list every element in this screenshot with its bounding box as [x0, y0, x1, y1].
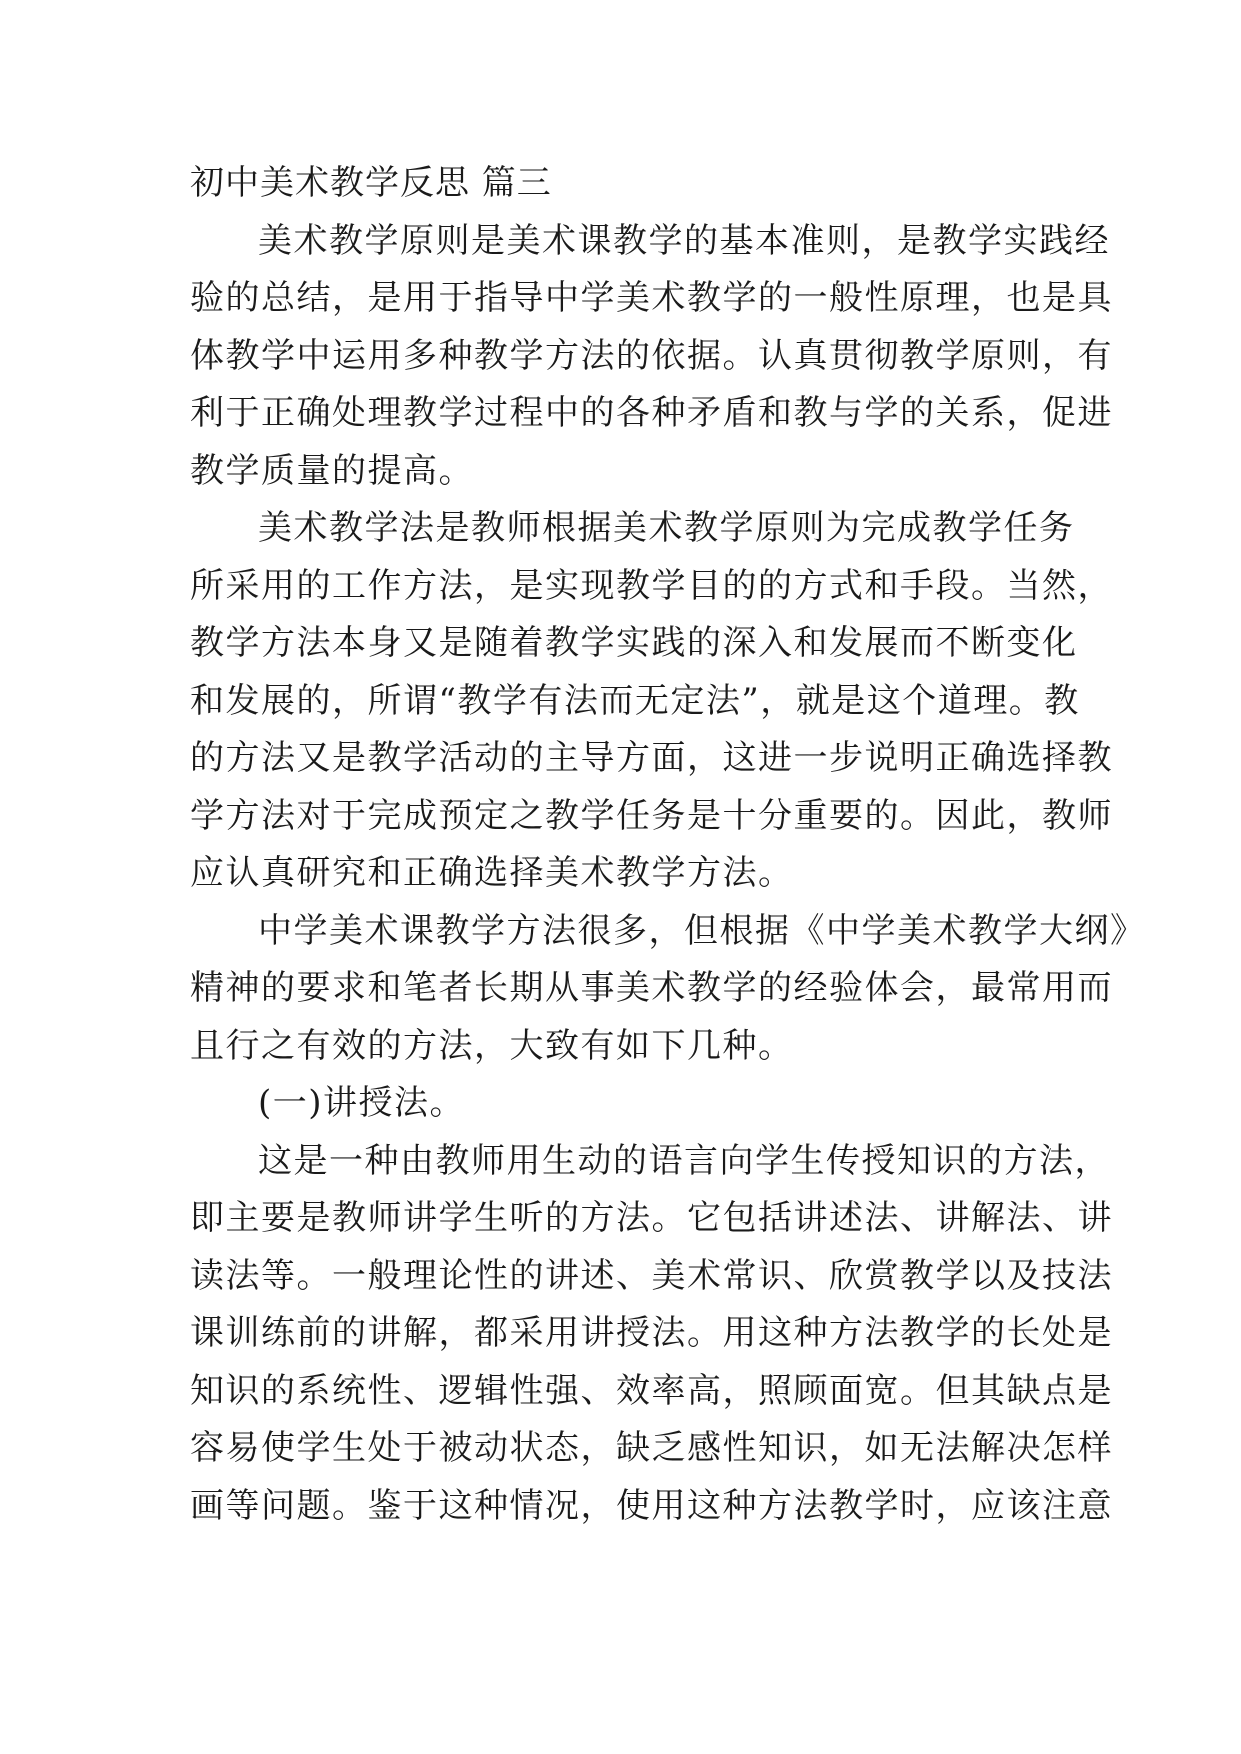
text-line: 教学方法本身又是随着教学实践的深入和发展而不断变化: [190, 623, 1078, 663]
text-line: 所采用的工作方法，是实现教学目的的方式和手段。当然，: [190, 565, 1113, 606]
paragraph: [190, 1133, 1113, 1536]
text-line: 容易使学生处于被动状态，缺乏感性知识，如无法解决怎样: [190, 1428, 1113, 1468]
document-title: 初中美术教学反思 篇三: [190, 163, 552, 203]
text-line: 教学质量的提高。: [190, 450, 474, 491]
text-line: (一)讲授法。: [258, 1083, 466, 1123]
text-line: 画等问题。鉴于这种情况，使用这种方法教学时，应该注意: [190, 1485, 1113, 1526]
text-line: 课训练前的讲解，都采用讲授法。用这种方法教学的长处是: [190, 1313, 1113, 1353]
text-line: 中学美术课教学方法很多，但根据《中学美术教学大纲》: [258, 910, 1146, 951]
text-line: 学方法对于完成预定之教学任务是十分重要的。因此，教师: [190, 795, 1113, 836]
paragraph: [190, 213, 1113, 501]
text-line: 和发展的，所谓“教学有法而无定法”，就是这个道理。教: [190, 680, 1080, 721]
text-line: 知识的系统性、逻辑性强、效率高，照顾面宽。但其缺点是: [190, 1370, 1113, 1411]
text-line: 体教学中运用多种教学方法的依据。认真贯彻教学原则，有: [190, 335, 1113, 376]
section-heading: [190, 1075, 1060, 1133]
text-line: 且行之有效的方法，大致有如下几种。: [190, 1025, 794, 1066]
text-line: 即主要是教师讲学生听的方法。它包括讲述法、讲解法、讲: [190, 1198, 1113, 1238]
text-line: 应认真研究和正确选择美术教学方法。: [190, 853, 794, 893]
text-line: 美术教学原则是美术课教学的基本准则，是教学实践经: [258, 220, 1110, 261]
text-line: 美术教学法是教师根据美术教学原则为完成教学任务: [258, 508, 1075, 548]
text-line: 的方法又是教学活动的主导方面，这进一步说明正确选择教: [190, 738, 1113, 778]
paragraph: [190, 500, 1113, 903]
text-line: 这是一种由教师用生动的语言向学生传授知识的方法，: [258, 1140, 1110, 1181]
text-line: 读法等。一般理论性的讲述、美术常识、欣赏教学以及技法: [190, 1255, 1113, 1296]
text-line: 利于正确处理教学过程中的各种矛盾和教与学的关系，促进: [190, 393, 1113, 433]
paragraph: [190, 903, 1146, 1076]
text-line: 验的总结，是用于指导中学美术教学的一般性原理，也是具: [190, 278, 1113, 318]
document-body: [190, 155, 1146, 1535]
text-line: 精神的要求和笔者长期从事美术教学的经验体会，最常用而: [190, 968, 1113, 1008]
